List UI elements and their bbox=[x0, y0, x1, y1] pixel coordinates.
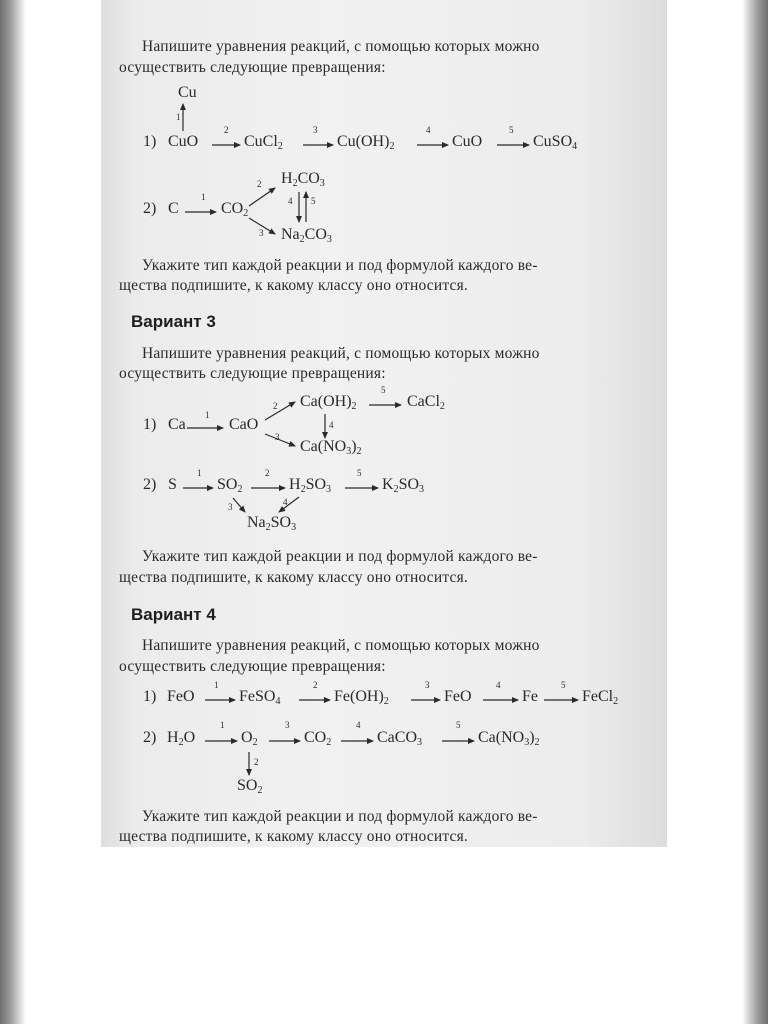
v4c2-f1: $H_2O$ bbox=[167, 729, 196, 748]
v3c2-label-1: 1 bbox=[197, 468, 202, 478]
v4c2-f5: $Ca(NO_3)_2$ bbox=[478, 729, 540, 748]
v4c2-label-4: 4 bbox=[356, 720, 361, 730]
v2c2-f1: C bbox=[168, 200, 179, 217]
v4c2-label-5: 5 bbox=[456, 720, 461, 730]
v3c2-f4: $K_2SO_3$ bbox=[382, 476, 425, 495]
v4c1-label-4: 4 bbox=[496, 680, 501, 690]
arrow-icon bbox=[233, 498, 245, 512]
arrow-icon bbox=[279, 497, 299, 512]
v3c2-label-3: 3 bbox=[228, 502, 233, 512]
v3c1-label-4: 4 bbox=[329, 420, 334, 430]
v3c1-f1: Ca bbox=[168, 416, 186, 433]
v3c1-label-1: 1 bbox=[205, 410, 210, 420]
v2c1-num: 1) bbox=[143, 133, 157, 150]
v2-footer-line2: щества подпишите, к какому классу оно относится. bbox=[119, 277, 469, 294]
v3c1-f2: CaO bbox=[229, 416, 259, 433]
v4c2-f2: $O_2$ bbox=[241, 729, 258, 748]
v3-title: Вариант 3 bbox=[131, 312, 216, 331]
arrow-icon bbox=[265, 402, 295, 420]
v3-footer-line2: щества подпишите, к какому классу оно относится. bbox=[119, 569, 469, 586]
v3c1-bottom: $Ca(NO_3)_2$ bbox=[300, 438, 362, 457]
v2c1-f3: $Cu(OH)_2$ bbox=[337, 133, 395, 152]
v3c2-num: 2) bbox=[143, 476, 157, 493]
v2c1-label-4: 4 bbox=[426, 125, 431, 135]
v2c2-label-1: 1 bbox=[201, 192, 206, 202]
v4c1-f4: FeO bbox=[444, 688, 472, 705]
v4c2-label-1: 1 bbox=[220, 720, 225, 730]
v3c2-f3: $H_2SO_3$ bbox=[289, 476, 332, 495]
v3c1-label-5: 5 bbox=[381, 385, 386, 395]
v3-instruction-line2: осуществить следующие превращения: bbox=[119, 365, 386, 382]
arrow-icon bbox=[265, 434, 295, 446]
v3-instruction-line1: Напишите уравнения реакций, с помощью которых можно bbox=[142, 345, 540, 362]
v4c2-bottom: $SO_2$ bbox=[237, 777, 263, 796]
v4c1-label-5: 5 bbox=[561, 680, 566, 690]
v2c1-branch-cu: Cu bbox=[178, 84, 197, 101]
v4c2-num: 2) bbox=[143, 729, 157, 746]
v2-footer-line1: Укажите тип каждой реакции и под формулой каждого ве- bbox=[142, 257, 538, 274]
v4c1-label-2: 2 bbox=[313, 680, 318, 690]
v2c2-label-5: 5 bbox=[311, 196, 316, 206]
v2c1-label-1: 1 bbox=[176, 112, 181, 122]
v4-title: Вариант 4 bbox=[131, 605, 216, 624]
v2c2-label-3: 3 bbox=[259, 228, 264, 238]
v4-footer-line2: щества подпишите, к какому классу оно относится. bbox=[119, 828, 469, 845]
v4c2-label-3: 3 bbox=[285, 720, 290, 730]
v3c2-bottom: $Na_2SO_3$ bbox=[247, 514, 297, 533]
v3c2-label-4: 4 bbox=[283, 497, 288, 507]
v3c2-f1: S bbox=[168, 476, 177, 493]
v4c2-label-2: 2 bbox=[254, 757, 259, 767]
v2c1-label-3: 3 bbox=[313, 125, 318, 135]
v3c2-label-5: 5 bbox=[357, 468, 362, 478]
v2c1-f1: CuO bbox=[168, 133, 199, 150]
v4c1-f3: $Fe(OH)_2$ bbox=[334, 688, 389, 707]
v2c2-label-2: 2 bbox=[257, 179, 262, 189]
v3c2-label-2: 2 bbox=[265, 468, 270, 478]
v2c2-num: 2) bbox=[143, 200, 157, 217]
v2c1-label-2: 2 bbox=[224, 125, 229, 135]
v2c1-f2: CuCl$_2$ bbox=[244, 133, 283, 152]
v3c2-f2: $SO_2$ bbox=[217, 476, 243, 495]
v2-instruction-line2: осуществить следующие превращения: bbox=[119, 59, 386, 76]
v4c1-f6: FeCl$_2$ bbox=[582, 688, 619, 707]
v3c1-label-3: 3 bbox=[275, 432, 280, 442]
v4c2-f3: $CO_2$ bbox=[304, 729, 332, 748]
v2c2-bottom: $Na_2CO_3$ bbox=[281, 226, 332, 245]
scanned-page bbox=[101, 0, 667, 847]
arrow-icon bbox=[249, 188, 275, 206]
v4c1-f5: Fe bbox=[522, 688, 538, 705]
v4-footer-line1: Укажите тип каждой реакции и под формулой каждого ве- bbox=[142, 808, 538, 825]
left-page-edge bbox=[0, 0, 26, 1024]
v3c1-top-next: CaCl$_2$ bbox=[407, 393, 445, 412]
v4c1-f1: FeO bbox=[167, 688, 195, 705]
reaction-arrows bbox=[101, 0, 667, 847]
v4-instruction-line1: Напишите уравнения реакций, с помощью которых можно bbox=[142, 637, 540, 654]
v2c1-f4: CuO bbox=[452, 133, 483, 150]
v3c1-top: $Ca(OH)_2$ bbox=[300, 393, 357, 412]
v4-instruction-line2: осуществить следующие превращения: bbox=[119, 658, 386, 675]
v3c1-num: 1) bbox=[143, 416, 157, 433]
v4c1-label-1: 1 bbox=[214, 680, 219, 690]
v2c1-label-5: 5 bbox=[509, 125, 514, 135]
v3-footer-line1: Укажите тип каждой реакции и под формулой каждого ве- bbox=[142, 548, 538, 565]
v4c1-f2: FeSO$_4$ bbox=[239, 688, 281, 707]
v2c2-top: $H_2CO_3$ bbox=[281, 170, 325, 189]
v2c1-f5: CuSO$_4$ bbox=[533, 133, 578, 152]
v2c2-f2: $CO_2$ bbox=[221, 200, 249, 219]
v4c1-label-3: 3 bbox=[425, 680, 430, 690]
right-page-edge bbox=[742, 0, 768, 1024]
v2c2-label-4: 4 bbox=[288, 196, 293, 206]
v2-instruction-line1: Напишите уравнения реакций, с помощью которых можно bbox=[142, 38, 540, 55]
v4c1-num: 1) bbox=[143, 688, 157, 705]
arrow-icon bbox=[249, 218, 275, 234]
v3c1-label-2: 2 bbox=[273, 401, 278, 411]
v4c2-f4: CaCO$_3$ bbox=[377, 729, 422, 748]
